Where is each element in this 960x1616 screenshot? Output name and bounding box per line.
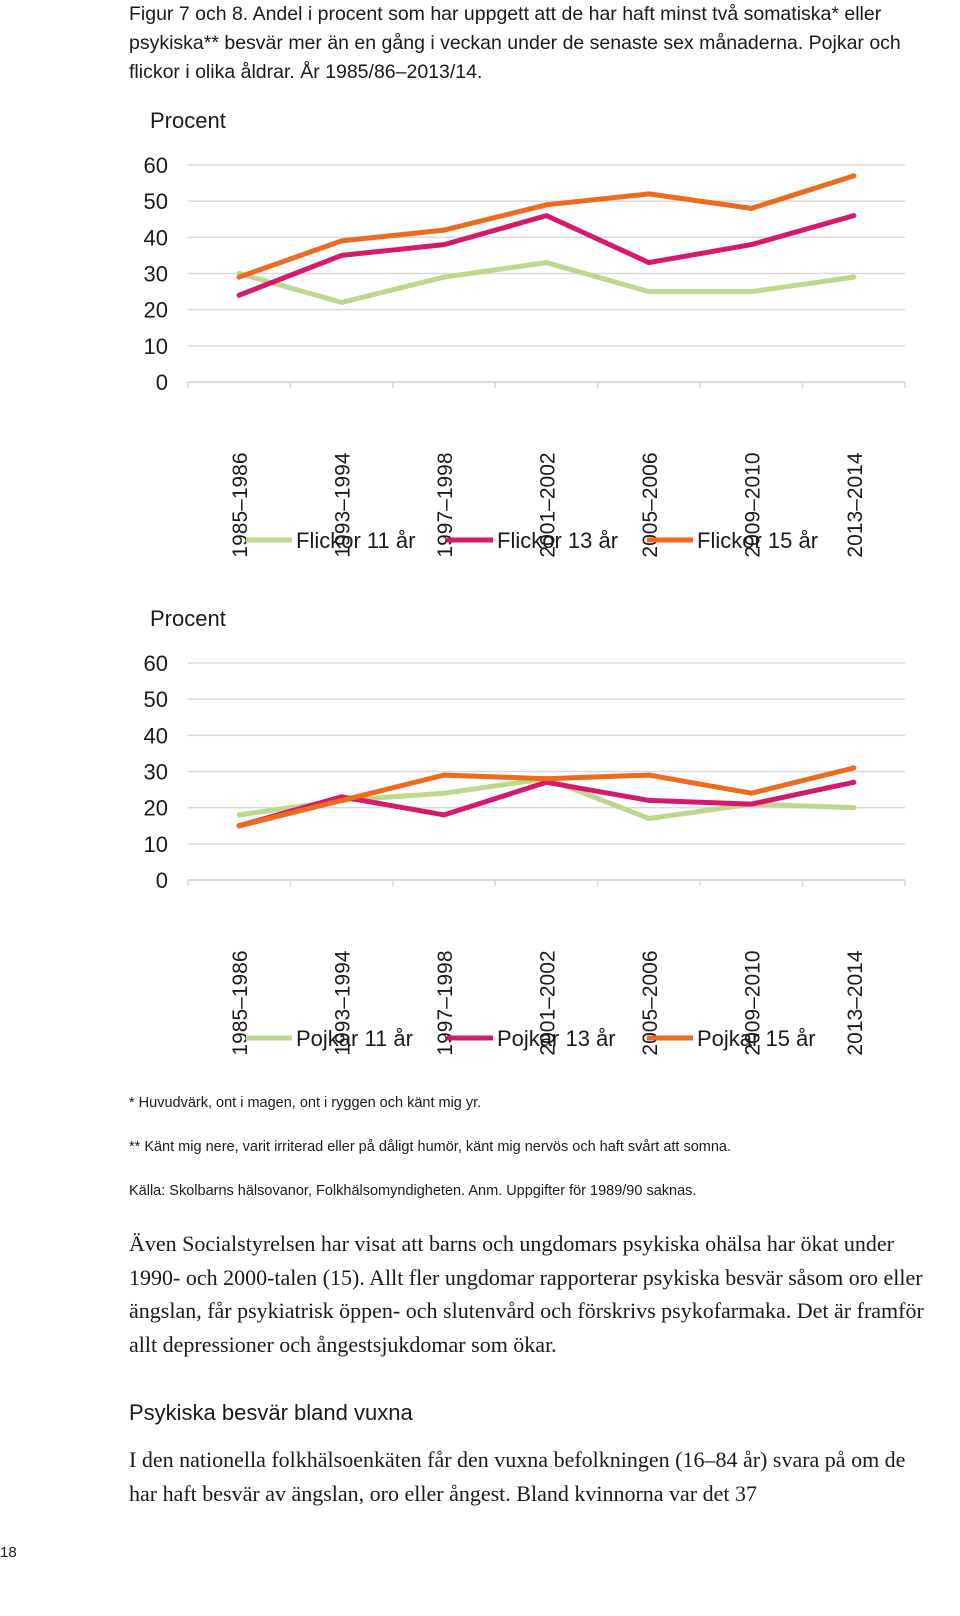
- data-point: [442, 791, 447, 796]
- chart-boys: [0, 608, 960, 1078]
- series-line-1: [239, 216, 854, 296]
- data-point: [339, 798, 344, 803]
- data-point: [851, 805, 856, 810]
- data-point: [442, 275, 447, 280]
- x-category-label: 2013–2014: [843, 452, 867, 558]
- x-category-label: 2001–2002: [536, 950, 560, 1056]
- data-point: [646, 260, 651, 265]
- data-point: [749, 791, 754, 796]
- data-point: [749, 289, 754, 294]
- x-category-label: 1993–1994: [331, 950, 355, 1056]
- data-point: [646, 191, 651, 196]
- x-category-label: 1985–1986: [229, 950, 253, 1056]
- y-tick-label: 60: [143, 153, 168, 178]
- y-tick-label: 20: [143, 795, 168, 821]
- note-psychic: ** Känt mig nere, varit irriterad eller på dåligt humör, känt mig nervös och haft svårt att somna.: [129, 1139, 732, 1155]
- x-category-label: 1997–1998: [434, 950, 458, 1056]
- x-category-label: 2005–2006: [638, 452, 662, 558]
- y-tick-label: 10: [143, 831, 168, 857]
- legend-label: Flickor 13 år: [497, 528, 619, 553]
- page-number: 18: [0, 1544, 17, 1561]
- x-category-label: 2009–2010: [741, 950, 765, 1056]
- paragraph-adults: I den nationella folkhälsoenkäten får den vuxna befolkningen (16–84 år) svara på om de har haft besvär av ängslan, oro eller ångest. Bland kvinnorna var det 37: [129, 1447, 906, 1506]
- y-tick-label: 0: [155, 868, 168, 893]
- y-tick-label: 0: [155, 370, 168, 395]
- y-tick-label: 30: [143, 261, 168, 287]
- data-point: [544, 776, 549, 781]
- data-point: [851, 275, 856, 280]
- note-somatic: * Huvudvärk, ont i magen, ont i ryggen och känt mig yr.: [129, 1095, 482, 1111]
- legend-label: Pojkar 15 år: [697, 1026, 816, 1051]
- data-point: [749, 206, 754, 211]
- x-category-label: 2005–2006: [638, 950, 662, 1056]
- data-point: [646, 798, 651, 803]
- data-point: [339, 238, 344, 243]
- x-category-label: 1985–1986: [229, 452, 253, 558]
- data-point: [237, 823, 242, 828]
- legend-label: Flickor 15 år: [697, 528, 819, 553]
- data-point: [646, 773, 651, 778]
- y-tick-label: 30: [143, 759, 168, 785]
- y-tick-label: 50: [143, 189, 168, 215]
- y-tick-label: 50: [143, 687, 168, 713]
- data-point: [851, 780, 856, 785]
- data-point: [851, 213, 856, 218]
- chart-boys-svg: [0, 608, 960, 1078]
- data-point: [339, 253, 344, 258]
- data-point: [544, 260, 549, 265]
- legend-label: Pojkar 11 år: [296, 1026, 413, 1051]
- x-category-label: 1997–1998: [434, 452, 458, 558]
- section-heading: Psykiska besvär bland vuxna: [129, 1400, 413, 1425]
- x-category-label: 2009–2010: [741, 452, 765, 558]
- y-axis-label: Procent: [150, 110, 226, 133]
- data-point: [237, 293, 242, 298]
- y-axis-label: Procent: [150, 608, 226, 631]
- x-category-label: 2001–2002: [536, 452, 560, 558]
- note-source: Källa: Skolbarns hälsovanor, Folkhälsomyndigheten. Anm. Uppgifter för 1989/90 saknas.: [129, 1183, 697, 1199]
- data-point: [749, 242, 754, 247]
- data-point: [442, 773, 447, 778]
- data-point: [442, 228, 447, 233]
- data-point: [851, 173, 856, 178]
- y-tick-label: 40: [143, 723, 168, 749]
- x-category-label: 2013–2014: [843, 950, 867, 1056]
- data-point: [442, 242, 447, 247]
- paragraph-socialstyrelsen: Även Socialstyrelsen har visat att barns och ungdomars psykiska ohälsa har ökat under 1990- och 2000-talen (15). Allt fler ungdomar rapporterar psykiska besvär såsom oro eller ängslan, får psykiatrisk öppen- och slutenvård och förskrivs psykofarmaka. Det är framför allt depressioner och ångestsjukdomar som ökar.: [129, 1231, 924, 1357]
- data-point: [544, 213, 549, 218]
- data-point: [237, 275, 242, 280]
- series-line-0: [239, 263, 854, 303]
- legend-label: Pojkar 13 år: [497, 1026, 616, 1051]
- data-point: [646, 289, 651, 294]
- x-category-label: 1993–1994: [331, 452, 355, 558]
- y-tick-label: 40: [143, 225, 168, 251]
- figure-caption: Figur 7 och 8. Andel i procent som har uppgett att de har haft minst två somatiska* eller psykiska** besvär mer än en gång i veckan under de senaste sex månaderna. Pojkar och flickor i olika åldrar. År 1985/86–2013/14.: [129, 3, 901, 83]
- data-point: [646, 816, 651, 821]
- chart-girls-svg: [0, 110, 960, 580]
- y-tick-label: 20: [143, 297, 168, 323]
- data-point: [442, 812, 447, 817]
- data-point: [237, 812, 242, 817]
- data-point: [851, 765, 856, 770]
- data-point: [339, 300, 344, 305]
- data-point: [749, 802, 754, 807]
- y-tick-label: 60: [143, 651, 168, 676]
- legend-label: Flickor 11 år: [296, 528, 416, 553]
- data-point: [544, 202, 549, 207]
- y-tick-label: 10: [143, 333, 168, 359]
- chart-girls: [0, 110, 960, 580]
